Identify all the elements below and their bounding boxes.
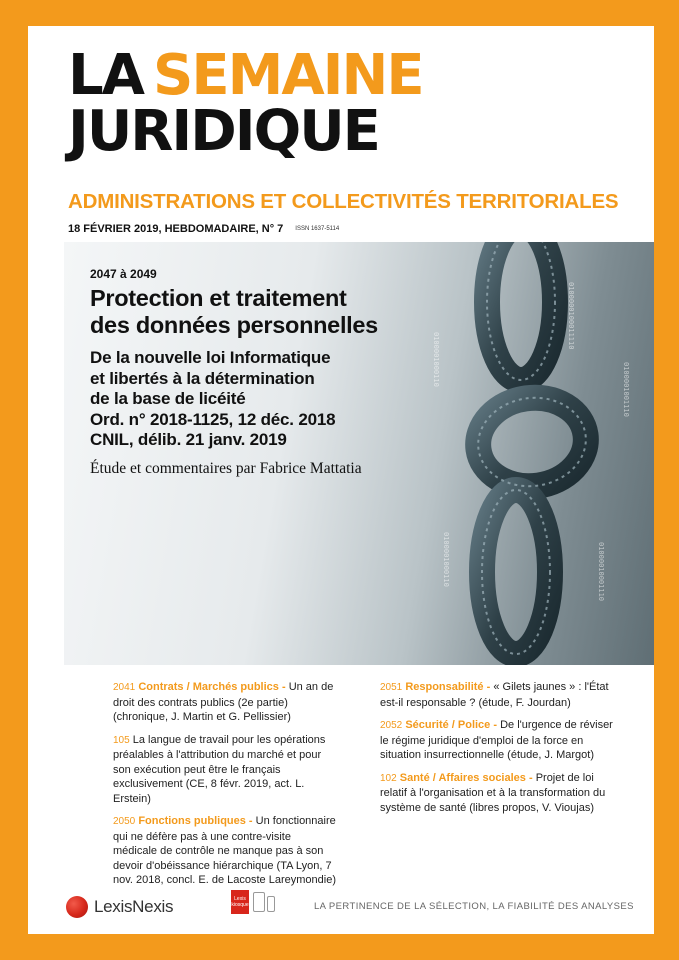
item-category: Contrats / Marchés publics - xyxy=(138,681,286,693)
item-text: Un fonctionnaire qui ne défère pas à une contre-visite médicale de contrôle ne manque pas à son devoir d'obéissance hiérarchique (TA Lyon, 7 nov. 2018, concl. E. de Lacoste Lareymondie) xyxy=(113,815,336,886)
deck-line-5: CNIL, délib. 21 janv. 2019 xyxy=(90,430,287,449)
item-number: 2050 xyxy=(113,816,136,827)
publication-subtitle: ADMINISTRATIONS ET COLLECTIVITÉS TERRITORIALES xyxy=(68,190,619,213)
item-category: Fonctions publiques - xyxy=(138,815,253,827)
item-text: La langue de travail pour les opérations préalables à l'attribution du marché et pour son exécution peut être le français exclusivement (CE, 8 févr. 2019, act. L. Erstein) xyxy=(113,733,326,805)
headline-line-1: Protection et traitement xyxy=(90,285,347,311)
item-number: 105 xyxy=(113,734,130,746)
cover-deck xyxy=(90,348,440,451)
item-category: Responsabilité - xyxy=(405,681,491,693)
masthead-line-1 xyxy=(68,43,628,108)
cover-footer xyxy=(28,880,654,934)
lexisnexis-logo[interactable] xyxy=(66,896,173,918)
svg-text:0100000100011110: 0100000100011110 xyxy=(567,282,575,350)
magazine-cover xyxy=(28,26,654,934)
item-category: Sécurité / Police - xyxy=(405,719,498,731)
item-number: 102 xyxy=(380,772,397,784)
cover-headline xyxy=(90,285,440,339)
item-number: 2051 xyxy=(380,682,403,693)
item-text: De l'urgence de réviser le régime juridique d'emploi de la force en situation insurrectionnelle (étude, J. Margot) xyxy=(380,719,613,761)
lexis-kiosque-icon: Lexis kiosque xyxy=(231,890,249,914)
article-range: 2047 à 2049 xyxy=(90,267,157,281)
summary-item xyxy=(113,680,337,725)
masthead-semaine: SEMAINE xyxy=(153,43,423,108)
item-category: Santé / Affaires sociales - xyxy=(399,771,533,784)
svg-text:0100001001110: 0100001001110 xyxy=(622,362,630,417)
deck-line-1: De la nouvelle loi Informatique xyxy=(90,348,331,367)
item-number: 2052 xyxy=(380,720,403,731)
brand-name: LexisNexis xyxy=(94,897,174,916)
lexisnexis-sphere-icon xyxy=(66,896,88,918)
item-text: « Gilets jaunes » : l'État est-il responsable ? (étude, F. Jourdan) xyxy=(380,681,609,709)
issn: ISSN 1637-5114 xyxy=(295,226,340,232)
summary-item xyxy=(113,814,337,888)
cover-story xyxy=(90,267,440,478)
cover-hero xyxy=(64,242,654,665)
deck-line-2: et libertés à la détermination xyxy=(90,368,315,388)
masthead-juridique: JURIDIQUE xyxy=(68,99,379,164)
item-number: 2041 xyxy=(113,682,136,693)
svg-text:0100001000110: 0100001000110 xyxy=(432,332,440,387)
masthead-la: LA xyxy=(68,43,144,108)
issue-line xyxy=(68,223,339,235)
item-text: Un an de droit des contrats publics (2e partie) (chronique, J. Martin et G. Pellissier) xyxy=(113,681,334,723)
summary-item xyxy=(380,680,618,710)
issue-date: 18 FÉVRIER 2019, HEBDOMADAIRE, N° 7 xyxy=(68,223,284,235)
deck-line-4: Ord. n° 2018-1125, 12 déc. 2018 xyxy=(90,409,336,429)
svg-text:0100001000110: 0100001000110 xyxy=(442,532,450,587)
phone-icon xyxy=(267,896,275,912)
summary-item xyxy=(113,733,337,807)
masthead xyxy=(68,43,628,164)
cover-byline: Étude et commentaires par Fabrice Mattatia xyxy=(90,459,362,477)
headline-line-2: des données personnelles xyxy=(90,312,378,338)
svg-text:01000010001110: 01000010001110 xyxy=(597,542,605,602)
footer-slogan: LA PERTINENCE DE LA SÉLECTION, LA FIABILITÉ DES ANALYSES xyxy=(314,901,634,912)
deck-line-3: de la base de licéité xyxy=(90,389,246,408)
summary-left-column xyxy=(113,680,337,896)
summary-right-column xyxy=(380,680,618,823)
item-text: Projet de loi relatif à l'organisation et à la transformation du système de santé (libres propos, V. Vioujas) xyxy=(380,771,606,814)
tablet-icon xyxy=(253,892,265,912)
summary-item xyxy=(380,718,618,763)
summary-item xyxy=(380,771,618,816)
